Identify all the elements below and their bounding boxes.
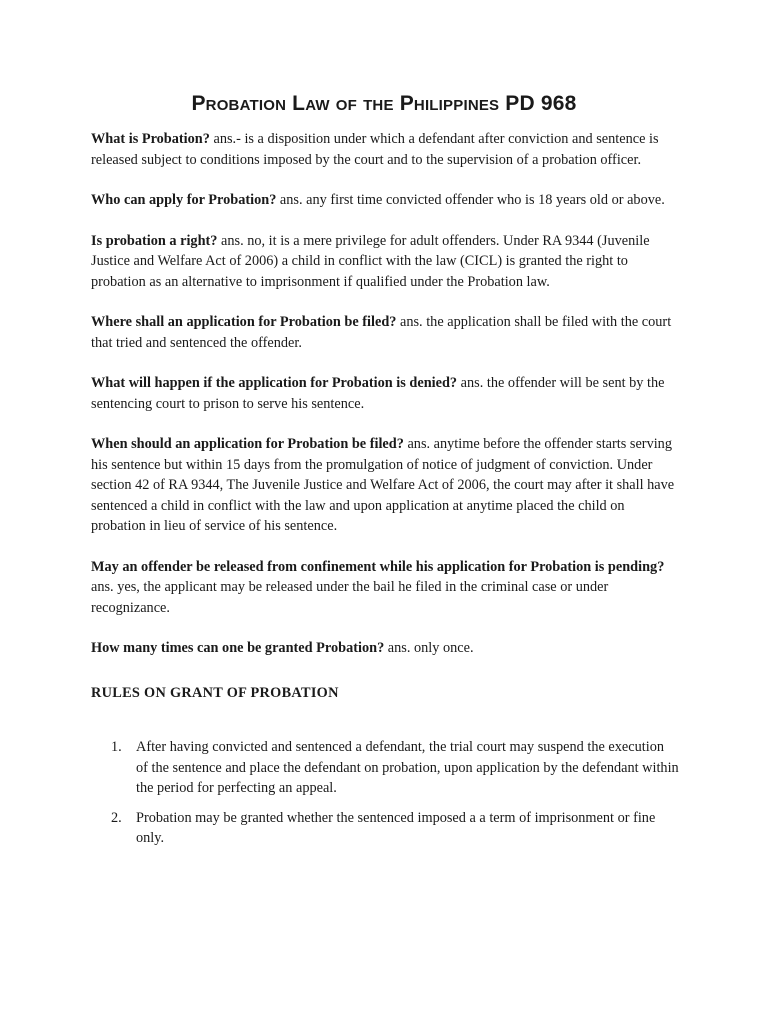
rules-heading: RULES ON GRANT OF PROBATION [91,684,339,701]
question: When should an application for Probation be filed? [91,436,404,452]
qa-item [91,231,679,293]
qa-item [91,190,679,211]
list-item-text: Probation may be granted whether the sentenced imposed a a term of imprisonment or fine only. [136,809,656,846]
list-number: 1. [111,739,122,755]
document-title: Probation Law of the Philippines PD 968 [191,92,577,115]
qa-item [91,434,679,537]
question: What is Probation? [91,131,210,147]
answer: ans. the application shall be filed with the court that tried and sentenced the offender. [91,314,672,351]
qa-item [91,557,679,619]
qa-item [91,312,679,353]
list-item [91,737,679,799]
question: Where shall an application for Probation be filed? [91,314,397,330]
answer: ans. the offender will be sent by the sentencing court to prison to serve his sentence. [91,375,665,412]
list-item-text: After having convicted and sentenced a defendant, the trial court may suspend the execution of the sentence and place the defendant on probation, upon application by the defendant within the period for perfecting an appeal. [136,739,679,796]
list-number: 2. [111,809,122,826]
answer: ans. only once. [384,640,474,656]
question: Is probation a right? [91,232,218,249]
answer: ans.- is a disposition under which a defendant after conviction and sentence is released subject to conditions imposed by the court and to the supervision of a probation officer. [91,131,659,168]
answer: ans. any first time convicted offender who is 18 years old or above. [276,192,665,208]
list-item [91,808,679,849]
question: How many times can one be granted Probation? [91,640,385,656]
question: May an offender be released from confinement while his application for Probation is pending? [91,558,665,575]
answer: ans. anytime before the offender starts serving his sentence but within 15 days from the promulgation of notice of judgment of conviction. Under section 42 of RA 9344, The Juvenile Justice and Welfare Act of 2006, the court may after it shall have sentenced a child in conflict with the law and upon application at anytime placed the child on probation in lieu of service of his sentence. [91,436,675,534]
qa-item [91,373,679,414]
question: What will happen if the application for Probation is denied? [91,375,458,391]
rules-list [91,737,679,849]
qa-item [91,129,679,170]
answer: ans. yes, the applicant may be released under the bail he filed in the criminal case or under recognizance. [91,579,609,616]
answer: ans. no, it is a mere privilege for adult offenders. Under RA 9344 (Juvenile Justice and Welfare Act of 2006) a child in conflict with the law (CICL) is granted the right to probation as an alternative to imprisonment if qualified under the Probation law. [91,232,650,290]
question: Who can apply for Probation? [91,192,277,208]
qa-item [91,638,679,659]
document-body [91,129,679,858]
